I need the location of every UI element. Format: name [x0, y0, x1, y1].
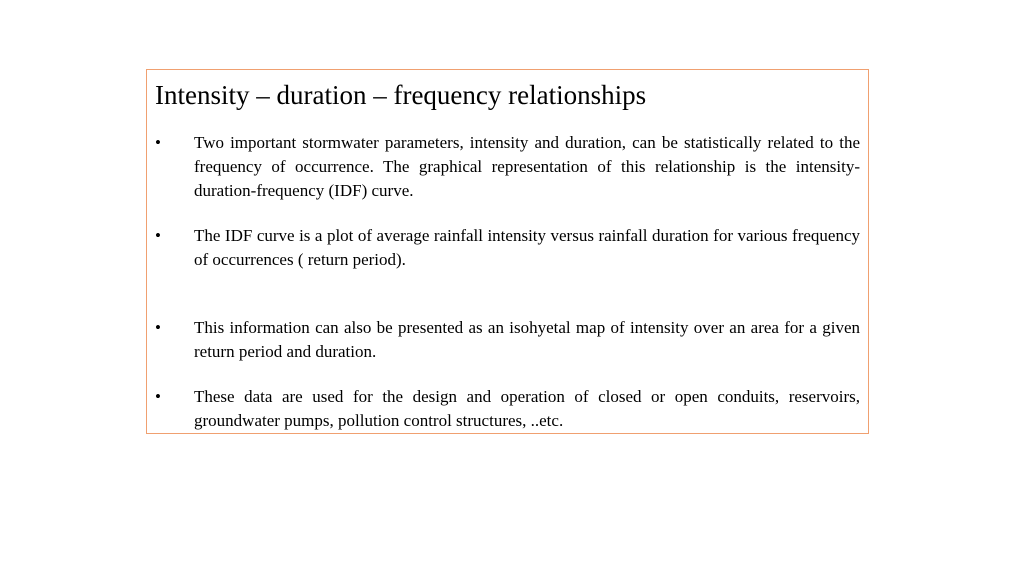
content-text-box: [146, 69, 869, 434]
bullet-item: [155, 224, 860, 272]
bullet-text: The IDF curve is a plot of average rainfall intensity versus rainfall duration for various frequency of occurrences ( return period).: [194, 226, 860, 269]
bullet-item: [155, 385, 860, 433]
bullet-dot-icon: •: [155, 387, 161, 406]
bullet-text: Two important stormwater parameters, intensity and duration, can be statistically related to the frequency of occurrence. The graphical representation of this relationship is the intensity-duration-frequency (IDF) curve.: [194, 133, 860, 200]
bullet-dot-icon: •: [155, 318, 161, 337]
bullet-dot-icon: •: [155, 133, 161, 152]
bullet-list: [155, 131, 860, 433]
bullet-item: [155, 131, 860, 203]
slide-title: Intensity – duration – frequency relationships: [155, 80, 647, 110]
bullet-text: This information can also be presented as an isohyetal map of intensity over an area for a given return period and duration.: [194, 318, 860, 361]
bullet-item: [155, 316, 860, 364]
bullet-text: These data are used for the design and operation of closed or open conduits, reservoirs, groundwater pumps, pollution control structures, ..etc.: [194, 387, 860, 430]
bullet-dot-icon: •: [155, 226, 161, 245]
